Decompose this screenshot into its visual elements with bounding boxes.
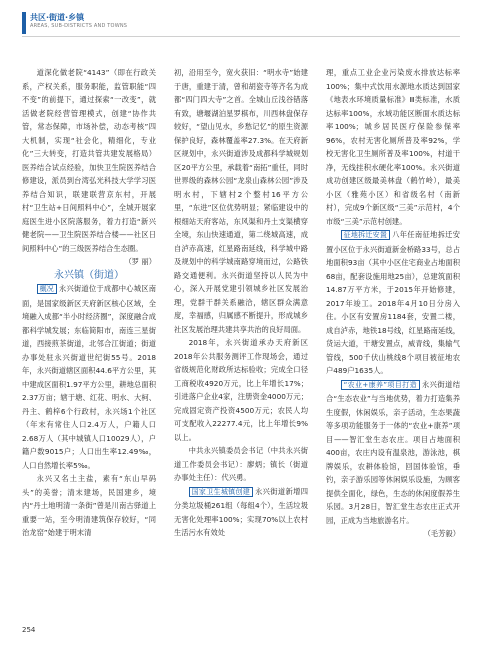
author-signature: （罗 丽） <box>124 257 156 266</box>
paragraph-2018: 2018年，永兴街道承办天府新区2018年公共服务测评工作现场会，通过省级规范化财政所达标验收；完成全口径工商税收4920万元，比上年增长17%；引进落户企业4家，注册资金4000万元；完成固定资产投资4500万元；农民人均可支配收入22277.4元，比上年增长9%以上。 <box>174 338 308 442</box>
running-header-title: 共区·街道·乡镇 <box>30 13 85 22</box>
sanitation-text: 永兴街道新增四分类垃圾桶261组（每组4个），生活垃圾无害化处理率100%；实现70%以上农村生活污水有效处 <box>174 486 309 537</box>
author-signature-2: （毛芳毅） <box>423 529 460 538</box>
header-divider <box>22 36 460 37</box>
header-accent-bar <box>22 12 26 34</box>
paragraph-sanitation-cont: 理，重点工业企业污染废水排放达标率100%；集中式饮用水源地水质达到国家《地表水环境质量标准》Ⅲ类标准，水质达标率100%，水域功能区断面水质达标率100%；城乡居民医疗保险参保率96%，农村无害化厕所普及率92%，学校无害化卫生厕所普及率100%，村道干净，无线挂积水硬化率100%。永兴街道成功创建区级最美林盘（鹤竹岭），最美小区（雅苑小区）和省级名村（南新村），完成9个新区级“三美”示范村，4个市级“三美”示范村创建。 <box>326 68 460 226</box>
paragraph-overview <box>22 282 156 472</box>
resettlement-text: 八年任南征地拆迁安置小区位于永兴街道新金桥路33号，总占地面积93亩（其中小区住宅商业占地面积68亩，配套设施用地25亩），总建筑面积14.87万平方米，于2015年开始修建，2017年竣工。2018年4月10日分房入住。小区有安置房1184套，安置二楼，成自泸赤，地铁18号线，红星路南延线，货运大道，干塘安置点，威青线，集输气管线，500千伏山桃线8个项目被征地农户489户1635人。 <box>326 230 461 375</box>
paragraph-sanitation <box>174 485 308 540</box>
resettlement-tag: 征地拆迁安置 <box>341 230 391 240</box>
column-1 <box>22 66 156 540</box>
agri-health-tag: “农业+康养”项目打造 <box>341 380 420 390</box>
agri-health-text: 永兴街道结合“生态农业”与当地优势，着力打造集养生度假，休闲娱乐，亲子活动，生态果蔬等多项功能服务于一体的“农业+康养”项目——智汇堂生态农庄。项目占地面积400亩，农庄内设有温泉池，游泳池，棋牌娱乐，农耕体验馆，回国体验馆，垂钓，亲子游乐园等休闲娱乐设施，为顾客提供全面化，绿色，生态的休闲度假养生乐园。3月28日，智汇堂生态农庄正式开园，正成为当地旅游名片。 <box>326 379 460 525</box>
paragraph-elderly-care: 道深化做老院“4143”（即在行政关系，产权关系，服务职能，监管职能“四不变”的前提下，通过探索“一改变”，就活做老院经营管理模式，创建“协作共管，常态保障，市场补偿，动态考核”四大机制，实现“社会化，精细化，专业化”三大转变，打造共管共建发展格局）医养结合试点经验，加快卫生院医养结合修建设，派员到台湾弘光科技大学学习医养结合知识，联建联营京东村，开展村“卫生站+日间照料中心”，全城开展家庭医生进小区院落服务，着力打造“新兴健老院——卫生院医养结合楼——社区日间照料中心”的三级医养结合生态圈。 <box>22 68 156 253</box>
overview-text: 永兴街道位于成都中心城区南面，是国家级新区天府新区核心区域，全境融入成都“半小时经济圈”，深度融合成都科学城发展；东临简阳市，南连三星街道，西接煎茶街道，北邻合江街道；街道办事处驻永兴街道世纪街55号。2018年，永兴街道辖区面积44.6平方公里，其中建成区面积1.97平方公里，耕地总面积2.37万亩；辖于塘、红花、明水、大柯、丹主、鹤梓6个行政村，永兴场1个社区（年末有常住人口2.4万人，户籍人口2.68万人（其中城镇人口10029人），户籍户数9015户；人口出生率12.49‰，人口自然增长率5‰。 <box>22 284 157 470</box>
page-number: 254 <box>22 626 36 634</box>
column-2 <box>174 66 308 540</box>
paragraph-officials: 中共永兴镇委员会书记（中共永兴街道工作委员会书记）：廖炳；镇长（街道办事处主任）：代兴勇。 <box>174 446 308 482</box>
column-3 <box>326 66 460 541</box>
running-header-subtitle: AREAS, SUB-DISTRICTS AND TOWNS <box>30 23 128 29</box>
paragraph-agri-health <box>326 378 460 528</box>
overview-tag: 概况 <box>37 284 57 294</box>
paragraph-history-cont: 初，沿用至今，宽火获旧：“明水寺”始建于唐，重建于清，曾和胡瓷寺等齐名为成都“四门四大寺”之首。全城山丘浅谷错落有致，塘堰湖泊星罗棋布，川西林盘保存较好，“望山见水，乡愁记忆”的原生资源保护良好，森林覆盖率27.3%。在天府新区规划中，永兴街道涉及成都科学城规划区20平方公里，承载着“南拓”重任，同时世界级的森林公园“龙泉山森林公园”涉及明水村，下辖村2个整村16平方公里，“东进”区位优势明显；紧临建设中的根细站天府客站，东风渠和丹土支渠横穿全境，东山快速通道，第二绕城高速，成自泸赤高速，红星路南延线，科学城中路及规划中的科学城南路穿境而过，公路铁路交通便利。永兴街道坚持以人民为中心，深入开展党建引领城乡社区发展治理，党群干群关系融洽，辖区群众满意度，幸福感，归属感不断提升，形成城乡社区发展治理共建共享共治的良好局面。 <box>174 68 308 334</box>
sanitation-tag: 国家卫生城镇创建 <box>189 487 253 497</box>
paragraph-history: 永兴又名土主盐，素有“东山早码头”的美誉；清末建场，民国建乡，境内“丹土地明清一条街”曾是川南古驿道上重要一站，至今明清建筑保存较好，“同治龙窑”始建于明末清 <box>22 474 156 537</box>
section-title: 永兴镇（街道） <box>54 269 124 281</box>
paragraph-resettlement <box>326 228 460 378</box>
